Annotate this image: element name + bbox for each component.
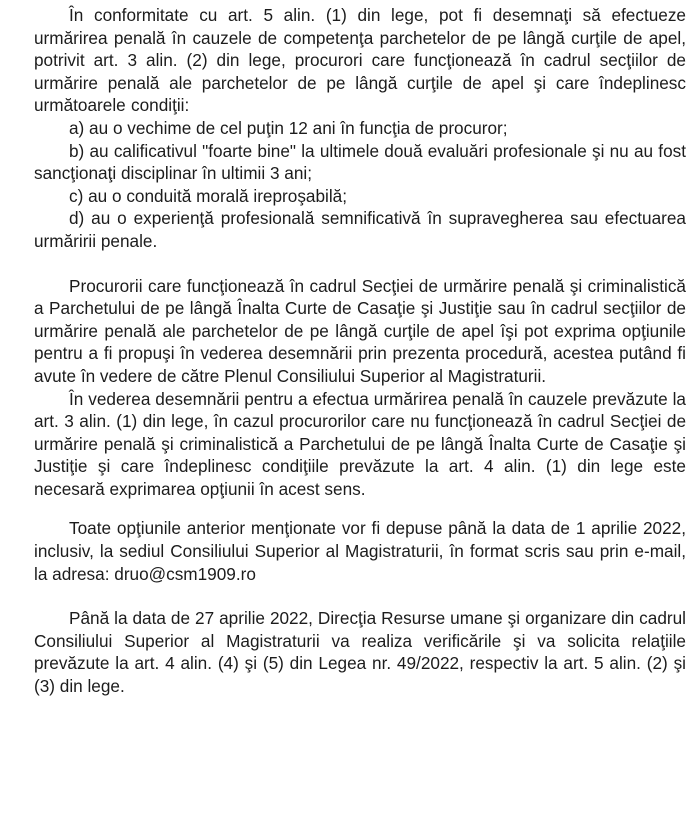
paragraph-designation-option: În vederea desemnării pentru a efectua urmărirea penală în cauzele prevăzute la art. 3 alin. (1) din lege, în cazul procurorilor care nu funcţionează în cadrul Secţiei de urmărire penală şi criminalistică a Parchetului de pe lângă Înalta Curte de Casaţie şi Justiţie şi care îndeplinesc condiţiile prevăzute la art. 4 alin. (1) din lege este necesară exprimarea opţiunii în acest sens. bbox=[34, 388, 686, 499]
paragraph-verification-deadline: Până la data de 27 aprilie 2022, Direcţia Resurse umane şi organizare din cadrul Consiliului Superior al Magistraturii va realiza verificările şi va solicita relaţiile prevăzute la art. 4 alin. (4) şi (5) din Legea nr. 49/2022, respectiv la art. 5 alin. (2) şi (3) din lege. bbox=[34, 608, 686, 697]
condition-b: b) au calificativul "foarte bine" la ultimele două evaluări profesionale şi nu au fost sancţionaţi disciplinar în ultimii 3 ani; bbox=[34, 140, 686, 184]
conditions-list bbox=[34, 117, 686, 253]
paragraph-spacer bbox=[34, 585, 686, 607]
condition-c: c) au o conduită morală ireproşabilă; bbox=[69, 185, 348, 206]
paragraph-spacer bbox=[34, 253, 686, 275]
paragraph-eligibility-intro: În conformitate cu art. 5 alin. (1) din lege, pot fi desemnaţi să efectueze urmărirea penală în cauzele de competenţa parchetelor de pe lângă curţile de apel, potrivit art. 3 alin. (2) din lege, procurori care funcţionează în cadrul secţiilor de urmărire penală ale parchetelor de pe lângă curţile de apel şi care îndeplinesc următoarele condiţii: bbox=[34, 5, 686, 116]
paragraph-submission-deadline: Toate opţiunile anterior menţionate vor fi depuse până la data de 1 aprilie 2022, inclusiv, la sediul Consiliului Superior al Magistraturii, în format scris sau prin e-mail, la adresa: druo@csm1909.ro bbox=[34, 518, 686, 584]
condition-d: d) au o experienţă profesională semnificativă în supravegherea sau efectuarea urmăririi penale. bbox=[34, 208, 686, 251]
condition-a: a) au o vechime de cel puţin 12 ani în funcţia de procuror; bbox=[69, 117, 508, 138]
document-page bbox=[34, 4, 686, 698]
paragraph-spacer bbox=[34, 500, 686, 517]
paragraph-options-expression: Procurorii care funcţionează în cadrul Secţiei de urmărire penală şi criminalistică a Parchetului de pe lângă Înalta Curte de Casaţie şi Justiţie sau în cadrul secţiilor de urmărire penală ale parchetelor de pe lângă curţile de apel îşi pot exprima opţiunile pentru a fi propuşi în vederea desemnării prin prezenta procedură, acestea putând fi avute în vedere de către Plenul Consiliului Superior al Magistraturii. bbox=[34, 275, 686, 386]
